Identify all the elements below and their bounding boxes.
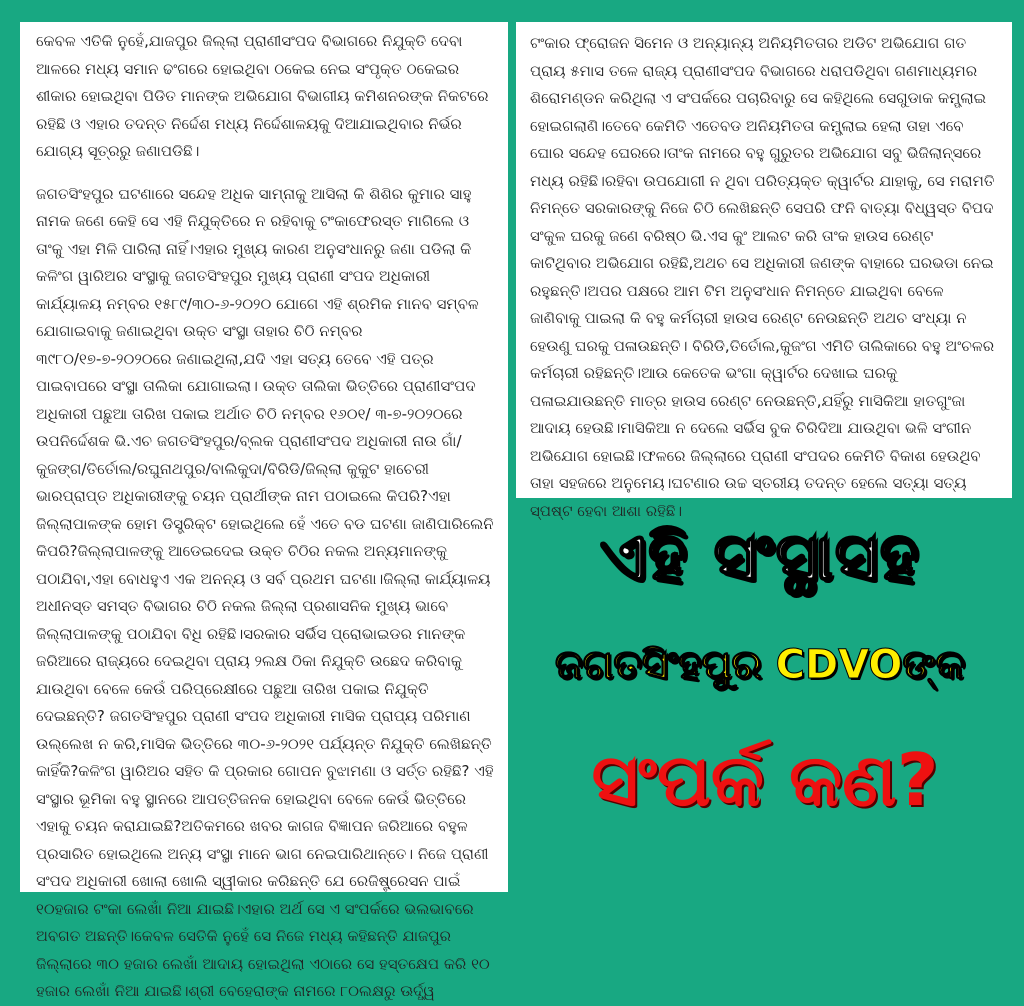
article-left-column (20, 22, 508, 1000)
article-right-column (516, 22, 1012, 520)
paragraph-gap (36, 166, 498, 181)
headline-line-3: ସଂପର୍କ କଣ? (591, 738, 939, 822)
article-paragraph: ଟଂକାର ଫ୍ରୋଜନ ସିମେନ ଓ ଅନ୍ୟାନ୍ୟ ଅନିୟମିତତାର ଅଡିଟ ଅଭିଯୋଗ ଗତ ପ୍ରାୟ ୫ମାସ ତଳେ ରାଜ୍ୟ ପ୍ରାଣୀସଂପଦ ବିଭାଗରେ ଧରାପଡିଥିବା ଗଣମାଧ୍ୟମର ଶିରୋମଣ୍ଡନ କରିଥିଲା ଏ ସଂପର୍କରେ ପଚାରିବାରୁ ସେ କହିଥିଲେ ସେଗୁଡାକ କମ୍ପ୍ଲାଇ ହୋଇଗଲାଣି।ତେବେ କେମିତି ଏତେବଡ ଅନିୟମିତତା କମ୍ପ୍ଲାଇ ହେଲା ତାହା ଏବେ ଘୋର ସନ୍ଦେହ ଘେରରେ।ତାଂକ ନାମରେ ବହୁ ଗୁରୁତର ଅଭିଯୋଗ ସବୁ ଭିଜିଲାନ୍ସରେ ମଧ୍ୟ ରହିଛି।ରହିବା ଉପଯୋଗୀ ନ ଥିବା ପରିତ୍ୟକ୍ତ କ୍ୱାର୍ଟର ଯାହାକୁ, ସେ ମରାମତି ନିମନ୍ତେ ସରକାରଙ୍କୁ ନିଜେ ଚିଠି ଲେଖିଛନ୍ତି ସେପରି ଫନି ବାତ୍ୟା ବିଧ୍ୱସ୍ତ ବିପଦ ସଂକୁଳ ଘରକୁ ଜଣେ ବରିଷ୍ଠ ଭି.ଏସ କୁଂ ଆଲଟ କରି ତାଂକ ହାଉସ ରେଣ୍ଟ କାଟିଥିବାର ଅଭିଯୋଗ ରହିଛି,ଅଥଚ ସେ ଅଧିକାରୀ ଜଣଙ୍କ ବାହାରେ ଘରଭଡା ନେଇ ରହୁଛନ୍ତି।ଅପର ପକ୍ଷରେ ଆମ ଟିମ ଅନୁସଂଧାନ ନିମନ୍ତେ ଯାଇଥିବା ବେଳେ ଜାଣିବାକୁ ପାଇଲା କି ବହୁ କର୍ମଚାରୀ ହାଉସ ରେଣ୍ଟ ନେଉଛନ୍ତି ଅଥଚ ସଂଧ୍ୟା ନ ହେଉଣୁ ଘରକୁ ପଳାଉଛନ୍ତି। ବିରିଡି,ତିର୍ତୋଲ,କୁଜଂଗ ଏମିତି ତାଲିକାରେ ବହୁ ଅଂଚଳର କର୍ମଚାରୀ ରହିଛନ୍ତି।ଆଉ କେତେକ ଭଂଗା କ୍ୱାର୍ଟର ଦେଖାଇ ଘରକୁ ପଳାଇଯାଉଛନ୍ତି ମାତ୍ର ହାଉସ ରେଣ୍ଟ ନେଉଛନ୍ତି,ଯହିଁରୁ ମାସିକିଆ ହାତଗୁଂଜା ଆଦାୟ ହେଉଛି।ମାସିକିଆ ନ ଦେଲେ ସର୍ଭିସ ବୁକ ଚିରିଦିଆ ଯାଉଥିବା ଭଳି ସଂଗୀନ ଅଭିଯୋଗ ହୋଇଛି।ଫଳରେ ଜିଲ୍ଲାରେ ପ୍ରାଣୀ ସଂପଦର କେମିତି ବିକାଶ ହେଉଥିବ ତାହା ସହଜରେ ଅନୁମେୟ।ଘଟଣାର ଉଚ୍ଚ ସ୍ତରୀୟ ତଦନ୍ତ ହେଲେ ସତ୍ୟା ସତ୍ୟ ସ୍ପଷ୍ଟ ହେବା ଆଶା ରହିଛି। (530, 34, 995, 520)
article-paragraph: ଜଗତସିଂହପୁର ଘଟଣାରେ ସନ୍ଦେହ ଅଧିକ ସାମ୍ନାକୁ ଆସିଲା କି ଶିଶିର କୁମାର ସାହୁ ନାମକ ଜଣେ କେହି ସେ ଏହି ନିଯୁକ୍ତିରେ ନ ରହିବାକୁ ଟଂକାଫେରସ୍ତ ମାଗିଲେ ଓ ତାଂକୁ ଏହା ମିଳି ପାରିଲା ନାହିଁ।ଏହାର ମୁଖ୍ୟ କାରଣ ଅନୁସଂଧାନରୁ ଜଣା ପଡିଲା କି କଳିଂଗ ୱାରିଅର ସଂସ୍ଥାକୁ ଜଗତସିଂହପୁର ମୁଖ୍ୟ ପ୍ରାଣୀ ସଂପଦ ଅଧିକାରୀ କାର୍ଯ୍ୟାଳୟ ନମ୍ବର ୧୫୮୯/୩୦-୬-୨୦୨୦ ଯୋଗେ ଏହି ଶ୍ରମିକ ମାନବ ସମ୍ବଳ ଯୋଗାଇବାକୁ ଜଣାଇଥିବା ଉକ୍ତ ସଂସ୍ଥା ତାହାର ଚିଠି ନମ୍ବର ୩୯୮୦/୧୭-୭-୨୦୨୦ରେ ଜଣାଇଥିଲା,ଯଦି ଏହା ସତ୍ୟ ତେବେ ଏହି ପତ୍ର ପାଇବାପରେ ସଂସ୍ଥା ତାଲିକା ଯୋଗାଇଲା। ଉକ୍ତ ତାଲିକା ଭିତ୍ତିରେ ପ୍ରାଣୀସଂପଦ ଅଧିକାରୀ ପଛୁଆ ତାରିଖ ପକାଇ ଅର୍ଥାତ ଚିଠି ନମ୍ବର ୧୬୦୧/ ୩-୭-୨୦୨୦ରେ ଉପନିର୍ଦ୍ଦେଶକ ଭି.ଏଚ ଜଗତସିଂହପୁର/ବ୍ଲକ ପ୍ରାଣୀସଂପଦ ଅଧିକାରୀ ନାଉ ଗାଁ/ କୁଜଙ୍ଗ/ତିର୍ତୋଲ/ରଘୁନାଥପୁର/ବାଲିକୁଦା/ବିରିଡି/ଜିଲ୍ଲା କୁକୁଟ ହାଚେରୀ ଭାରପ୍ରାପ୍ତ ଅଧିକାରୀଙ୍କୁ ଚୟନ ପ୍ରାର୍ଥୀଙ୍କ ନାମ ପଠାଇଲେ କିପରି?ଏହା ଜିଲ୍ଲାପାଳଙ୍କ ହୋମ ଡିସ୍ତ୍ରିକ୍ଟ ହୋଇଥିଲେ ହେଁ ଏତେ ବଡ ଘଟଣା ଜାଣିପାରିଲେନି କିପରି?ଜିଲ୍ଲାପାଳଙ୍କୁ ଆଡେଇଦେଇ ଉକ୍ତ ଚିଠିର ନକଲ ଅନ୍ୟମାନଙ୍କୁ ପଠାଯିବା,ଏହା ବୋଧହୁଏ ଏକ ଅନନ୍ୟ ଓ ସର୍ବ ପ୍ରଥମ ଘଟଣା।ଜିଲ୍ଲା କାର୍ଯ୍ୟାଳୟ ଅଧୀନସ୍ତ ସମସ୍ତ ବିଭାଗର ଚିଠି ନକଲ ଜିଲ୍ଲା ପ୍ରଶାସନିକ ମୁଖ୍ୟ ଭାବେ ଜିଲ୍ଲାପାଳଙ୍କୁ ପଠାଯିବା ବିଧି ରହିଛି।ସରକାର ସର୍ଭିସ ପ୍ରୋଭାଇଡର ମାନଙ୍କ ଜରିଆରେ ରାଜ୍ୟରେ ଦେଇଥିବା ପ୍ରାୟ ୨ଲକ୍ଷ ଠିକା ନିଯୁକ୍ତି ଉଛେଦ କରିବାକୁ ଯାଉଥିବା ବେଳେ କେଉଁ ପରିପ୍ରେକ୍ଷୀରେ ପଛୁଆ ତାରିଖ ପକାଇ ନିଯୁକ୍ତି ଦେଇଛନ୍ତି? ଜଗତସିଂହପୁର ପ୍ରାଣୀ ସଂପଦ ଅଧିକାରୀ ମାସିକ ପ୍ରାପ୍ୟ ପରିମାଣ ଉଲ୍ଲେଖ ନ କରି,ମାସିକ ଭିତ୍ତିରେ ୩୦-୬-୨୦୨୧ ପର୍ଯ୍ୟନ୍ତ ନିଯୁକ୍ତି ଲେଖିଛନ୍ତି କାହିଁକି?କଳିଂଗ ୱାରିଅର ସହିତ କି ପ୍ରକାର ଗୋପନ ବୁଝାମଣା ଓ ସର୍ତ୍ତ ରହିଛି? ଏହି ସଂସ୍ଥାର ଭୂମିକା ବହୁ ସ୍ଥାନରେ ଆପତ୍ତିଜନକ ହୋଇଥିବା ବେଳେ କେଉଁ ଭିତ୍ତିରେ ଏହାକୁ ଚୟନ କରାଯାଇଛି?ଅତିକମରେ ଖବର କାଗଜ ବିଜ୍ଞାପନ ଜରିଆରେ ବହୁଳ ପ୍ରସାରିତ ହୋଇଥିଲେ ଅନ୍ୟ ସଂସ୍ଥା ମାନେ ଭାଗ ନେଇପାରିଥାନ୍ତେ। ନିଜେ ପ୍ରାଣୀ ସଂପଦ ଅଧିକାରୀ ଖୋଲା ଖୋଲି ସ୍ୱୀକାର କରିଛନ୍ତି ଯେ ରେଜିଷ୍ଟ୍ରେସନ ପାଇଁ ୧୦ହଜାର ଟଂକା ଲେଖାଁ ନିଆ ଯାଇଛି।ଏହାର ଅର୍ଥ ସେ ଏ ସଂପର୍କରେ ଭଲଭାବରେ ଅବଗତ ଅଛନ୍ତି।କେବଳ ସେତିକି ନୁହେଁ ସେ ନିଜେ ମଧ୍ୟ କହିଛନ୍ତି ଯାଜପୁର ଜିଲ୍ଲାରେ ୩୦ ହଜାର ଲେଖାଁ ଆଦାୟ ହୋଇଥିଲା ଏଠାରେ ସେ ହସ୍ତକ୍ଷେପ କରି ୧୦ ହଜାର ଲେଖାଁ ନିଆ ଯାଇଛି।ଶ୍ରୀ ବେହେରାଙ୍କ ନାମରେ ୮୦ଲକ୍ଷରୁ ଊର୍ଦ୍ଧ୍ୱ (36, 184, 494, 1000)
article-paragraph: କେବଳ ଏତିକି ନୁହେଁ,ଯାଜପୁର ଜିଲ୍ଲା ପ୍ରାଣୀସଂପଦ ବିଭାଗରେ ନିଯୁକ୍ତି ଦେବା ଆଳରେ ମଧ୍ୟ ସମାନ ଢଂଗରେ ହୋଇଥିବା ଠକେଇ ନେଇ ସଂପୃକ୍ତ ଠକେଇର ଶୀକାର ହୋଇଥିବା ପିଡିତ ମାନଙ୍କ ଅଭିଯୋଗ ବିଭାଗୀୟ କମିଶନରଙ୍କ ନିକଟରେ ରହିଛି ଓ ଏହାର ତଦନ୍ତ ନିର୍ଦ୍ଦେଶ ମଧ୍ୟ ନିର୍ଦ୍ଦେଶାଳୟକୁ ଦିଆଯାଇଥିବାର ନିର୍ଭର ଯୋଗ୍ୟ ସୂତ୍ରରୁ ଜଣାପଡିଛି। (36, 32, 489, 160)
headline-line-2: ଜଗତସିଂହପୁର CDVOଙ୍କ (554, 642, 966, 688)
headline-line-1: ଏହି ସଂସ୍ଥାସହ (599, 518, 921, 595)
